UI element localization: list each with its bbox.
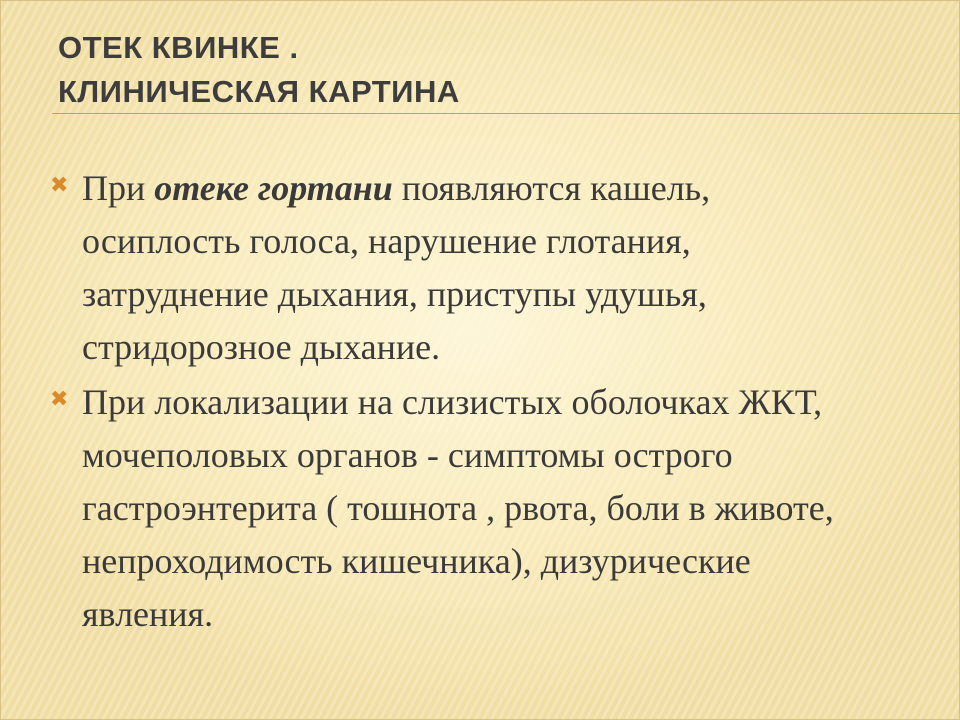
bullet-1-emphasis: отеке гортани <box>154 168 393 208</box>
bullet-item-1 <box>48 162 848 374</box>
bullet-1-post: появляются кашель, осиплость голоса, нарушение глотания, затруднение дыхания, приступы удушья, стридорозное дыхание. <box>82 168 711 367</box>
slide-title <box>58 26 918 114</box>
title-line-2: КЛИНИЧЕСКАЯ КАРТИНА <box>58 74 460 109</box>
title-underline <box>52 113 960 114</box>
x-bullet-icon: ✖ <box>50 387 69 412</box>
bullet-1-pre: При <box>82 168 155 208</box>
bullet-item-2 <box>48 376 848 641</box>
bullet-list <box>48 162 848 643</box>
title-line-1: ОТЕК КВИНКЕ . <box>58 30 299 65</box>
bullet-2-text: При локализации на слизистых оболочках ЖКТ, мочеполовых органов - симптомы острого гастроэнтерита ( тошнота , рвота, боли в животе, непроходимость кишечника), дизурические явления. <box>82 382 834 634</box>
x-bullet-icon: ✖ <box>50 173 69 198</box>
